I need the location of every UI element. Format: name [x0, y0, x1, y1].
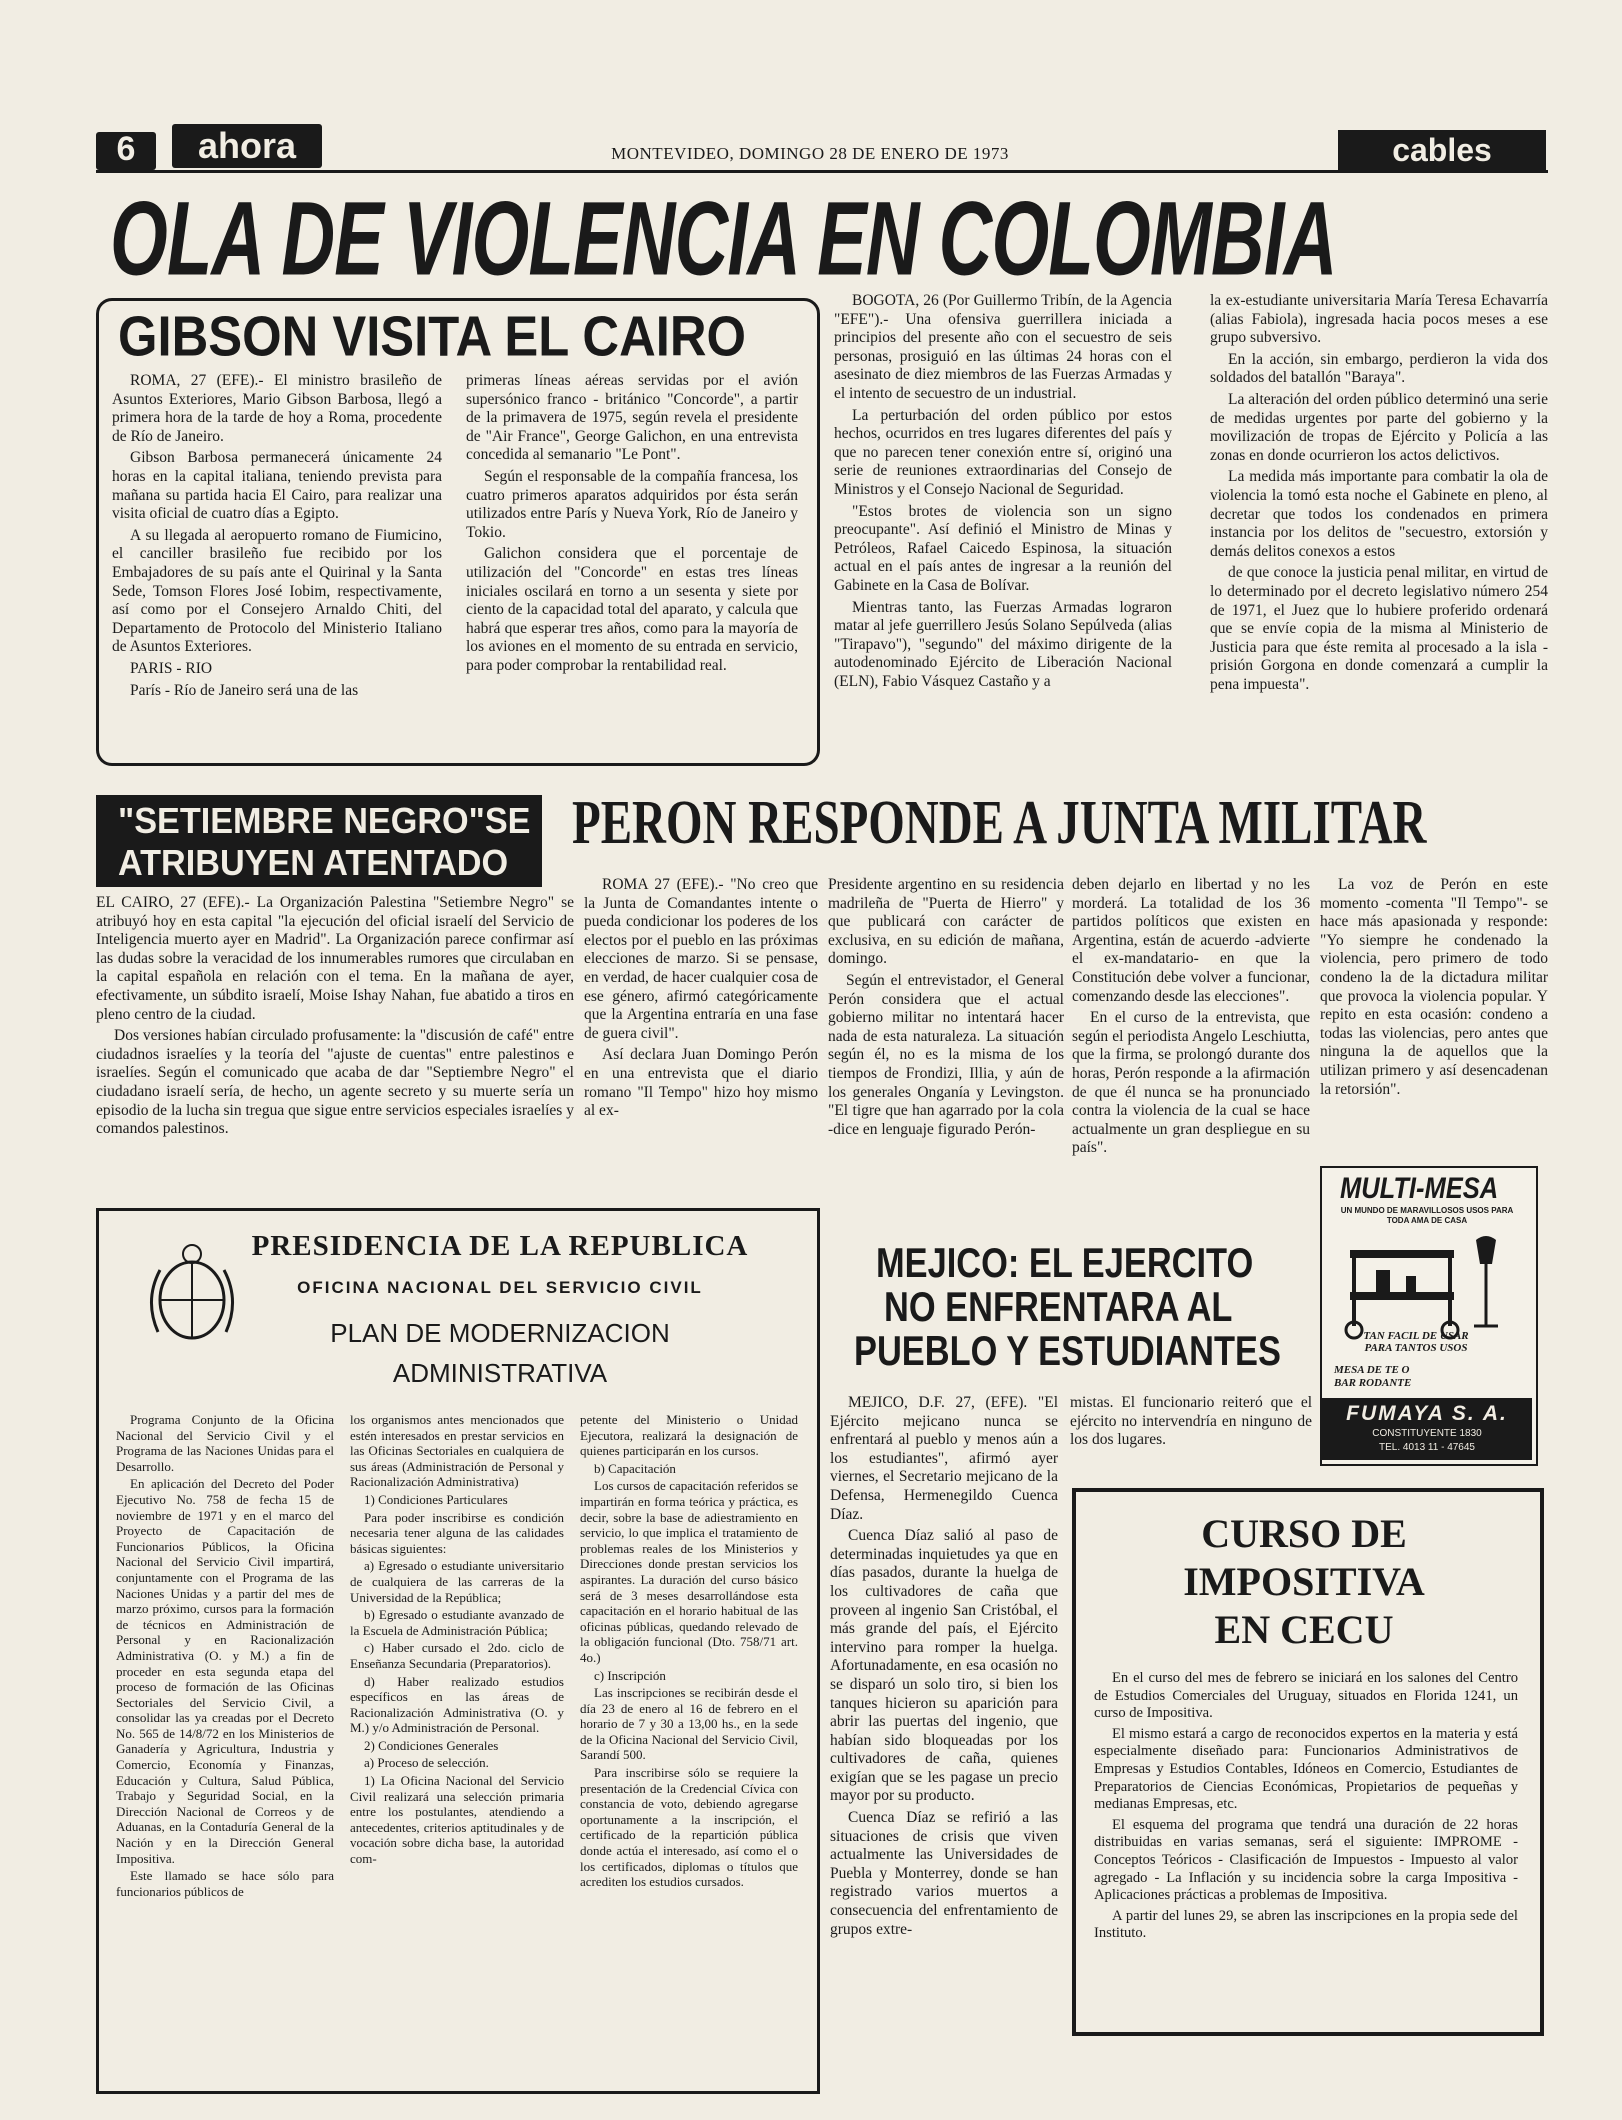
colombia-col-2	[1210, 292, 1548, 788]
presidencia-title: PRESIDENCIA DE LA REPUBLICA	[251, 1230, 749, 1262]
paragraph: ROMA, 27 (EFE).- El ministro brasileño de Asuntos Exteriores, Mario Gibson Barbosa, llegó a primera hora de la tarde de hoy a Roma, procedente de Río de Janeiro.	[112, 372, 442, 445]
gibson-col-1	[112, 372, 442, 756]
subhead: b) Capacitación	[594, 1460, 676, 1476]
multimesa-tagline: UN MUNDO DE MARAVILLOSOS USOS PARA TODA AMA DE CASA	[1340, 1206, 1514, 1225]
paragraph: "Estos brotes de violencia son un signo preocupante". Así definió el Ministro de Minas y Petróleos, Rafael Caicedo Espinosa, la situación actual en el país antes de ingresar a la reunión del Gabinete en la Casa de Bolívar.	[834, 502, 1172, 594]
paragraph: Las inscripciones se recibirán desde el día 23 de enero al 16 de febrero en el horario de 7 y 30 a 13,00 hs., en la sede de la Oficina Nacional del Servicio Civil, Sarandí 500.	[580, 1685, 798, 1763]
cecu-headline-line3: EN CECU	[1214, 1607, 1394, 1652]
presidencia-col-1	[116, 1412, 334, 2080]
paragraph: Según el entrevistador, el General Perón considera que el actual gobierno militar no intentará hacer nada de esta naturaleza. La situación según él, no es la misma de los tiempos de Frondizi, Illia, y aún de los generales Onganía y Levingston. "El tigre que han agarrado por la cola -dice en lenguaje figurado Perón-	[828, 971, 1064, 1138]
paragraph: b) Egresado o estudiante avanzado de la Escuela de Administración Pública;	[350, 1607, 564, 1638]
dateline: MONTEVIDEO, DOMINGO 28 DE ENERO DE 1973	[611, 144, 1009, 163]
paragraph: Según el responsable de la compañía francesa, los cuatro primeros aparatos adquiridos por ésta serán utilizados entre París y Nueva York, Río de Janeiro y Tokio.	[466, 467, 798, 541]
paragraph: Los cursos de capacitación referidos se impartirán en forma teórica y práctica, es decir, sobre la base de adiestramiento en servicio, lo que implica el tratamiento de problemas reales de los Ministerios y Direcciones donde prestan servicios los aspirantes. La duración del curso básico será de 3 meses desarrollándose esta capacitación en el horario habitual de las oficinas públicas, quedando relevado de la obligación funcional (Dto. 758/71 art. 4o.)	[580, 1478, 798, 1665]
paragraph: El mismo estará a cargo de reconocidos expertos en la materia y está especialmente diseñado para: Funcionarios Administrativos de Empresas y Estudios Contables, Idóneos en Comercio, Estudiantes de Preparatorios de Ciencias Económicas, Propietarios de pequeñas y medianas Empresas, etc.	[1094, 1725, 1518, 1813]
gibson-headline: GIBSON VISITA EL CAIRO	[118, 305, 746, 369]
paragraph: Cuenca Díaz se refirió a las situaciones de crisis que viven actualmente las Universidades de Puebla y Monterrey, donde se han registrado varios muertos a consecuencia del enfrentamiento de grupos extre-	[830, 1809, 1058, 1938]
cecu-headline-line1: CURSO DE	[1201, 1511, 1407, 1556]
mejico-col-1	[830, 1394, 1058, 2084]
plan-title-line2: ADMINISTRATIVA	[392, 1358, 608, 1388]
mejico-col-2	[1070, 1394, 1312, 1474]
paragraph: La alteración del orden público determinó una serie de medidas urgentes por parte del gobierno y la movilización de tropas de Ejército y Policía a las zonas en donde ocurrieron los actos delictivos.	[1210, 390, 1548, 464]
paragraph: El esquema del programa que tendrá una duración de 22 horas distribuidas en varias semanas, será el siguiente: IMPROME - Conceptos Teóricos - Clasificación de Impuestos - Impuesto al valor agregado - La Inflación y su incidencia sobre la carga Impositiva - Aplicaciones prácticas a problemas de Impositiva.	[1094, 1816, 1518, 1904]
setiembre-body	[96, 894, 574, 1194]
paragraph: de que conoce la justicia penal militar, en virtud de lo determinado por el decreto legislativo número 254 de 1971, el Juez que lo hubiere proferido ordenará que se envíe copia de la misma al Ministerio de Justicia para que éste remita al procesado a la isla -prisión Gorgona en donde comenzará a cumplir la pena impuesta".	[1210, 564, 1548, 693]
peron-col-2	[828, 876, 1064, 1194]
paragraph: Presidente argentino en su residencia madrileña de "Puerta de Hierro" y que publicará con carácter de exclusiva, en su edición de mañana, domingo.	[828, 876, 1064, 968]
paragraph: Mientras tanto, las Fuerzas Armadas lograron matar al jefe guerrillero Jesús Solano Sepúlveda (alias "Tirapavo"), "segundo" del máximo dirigente de la autodenominado Ejército de Liberación Nacional (ELN), Fabio Vásquez Castaño y a	[834, 598, 1172, 690]
peron-col-1	[584, 876, 818, 1194]
paragraph: los organismos antes mencionados que estén interesados en prestar servicios en las Oficinas Sectoriales en cualquiera de sus áreas (Administración de Personal y Racionalización Administrativa)	[350, 1412, 564, 1490]
paragraph: petente del Ministerio o Unidad Ejecutora, realizará la designación de quienes participarán en los cursos.	[580, 1412, 798, 1459]
paragraph: Cuenca Díaz salió al paso de determinadas inquietudes ya que en días pasados, durante la huelga de los cultivadores de caña que proveen al ingenio San Cristóbal, el más grande del país, el Ejército intervino para romper la huelga. Afortunadamente, en esa ocasión no se disparó un solo tiro, si bien los tanques hicieron su aparición para abrir las puertas del ingenio, que habían sido bloqueadas por los cultivadores de caña, quienes exigían que se les pagase un precio mayor por su producto.	[830, 1527, 1058, 1805]
tea-cart-icon	[1336, 1230, 1520, 1340]
paragraph: c) Haber cursado el 2do. ciclo de Enseñanza Secundaria (Preparatorios).	[350, 1640, 564, 1671]
paragraph: La voz de Perón en este momento -comenta "Il Tempo"- se hace más apasionada y responde: "Yo siempre he condenado la violencia, pero primero de todo condeno la de la dictadura militar que provoca la violencia popular. Y repito en esta ocasión: condeno a todas las violencias, pero antes que ninguna la de aquellos que la utilizan primero y así desencadenan la retorsión".	[1320, 876, 1548, 1098]
fumaya-phone: TEL. 4013 11 - 47645	[1379, 1442, 1475, 1453]
paragraph: A su llegada al aeropuerto romano de Fiumicino, el canciller brasileño fue recibido por los Embajadores de su país ante el Quirinal y la Santa Sede, Tomson Flores José Iobim, respectivamente, así como por el Consejero Arnaldo Chiti, del Departamento de Protocolo del Ministerio Italiano de Asuntos Exteriores.	[112, 526, 442, 656]
mejico-headline-line2: NO ENFRENTARA AL	[884, 1284, 1233, 1331]
fumaya-company: FUMAYA S. A.	[1346, 1402, 1508, 1425]
paragraph: En el curso del mes de febrero se iniciará en los salones del Centro de Estudios Comerciales del Uruguay, situados en Florida 1241, un curso de Impositiva.	[1094, 1670, 1518, 1722]
subhead: c) Inscripción	[594, 1667, 666, 1683]
paragraph: Programa Conjunto de la Oficina Nacional del Servicio Civil y el Programa de las Naciones Unidas para el Desarrollo.	[116, 1412, 334, 1474]
paragraph: Gibson Barbosa permanecerá únicamente 24 horas en la capital italiana, teniendo prevista para mañana su partida hacia El Cairo, para realizar una visita oficial de cuatro días a Egipto.	[112, 449, 442, 523]
gibson-col-2	[466, 372, 798, 756]
cecu-body	[1094, 1670, 1518, 2020]
paragraph: MEJICO, D.F. 27, (EFE). "El Ejército mejicano nunca se enfrentará al pueblo y menos aún a los estudiantes", afirmó ayer viernes, el Secretario mejicano de la Defensa, Hermenegildo Cuenca Díaz.	[830, 1394, 1058, 1523]
section-label: cables	[1338, 130, 1546, 170]
paragraph: París - Río de Janeiro será una de las	[130, 681, 359, 699]
paragraph: En aplicación del Decreto del Poder Ejecutivo No. 758 de fecha 15 de noviembre de 1971 y en el marco del Proyecto de Capacitación de Funcionarios Públicos, la Oficina Nacional del Servicio Civil impartirá, conjuntamente con el Programa de las Naciones Unidas y a partir del mes de marzo próximo, cursos para la formación de técnicos en Administración de Personal y en Racionalización Administrativa (O. y M.) a fin de proceder en esta segunda etapa del proceso de formación de las Oficinas Sectoriales del Servicio Civil, a consolidar las ya creadas por el Decreto No. 565 de 14/8/72 en los Ministerios de Ganadería y Agricultura, Industria y Comercio, Economía y Finanzas, Educación y Cultura, Salud Pública, Trabajo y Seguridad Social, en la Dirección Nacional de Correos y de Aduanas, en la Contaduría General de la Nación y en la Dirección General Impositiva.	[116, 1476, 334, 1866]
paragraph: A partir del lunes 29, se abren las inscripciones en la propia sede del Instituto.	[1094, 1907, 1518, 1942]
colombia-col-1	[834, 292, 1172, 788]
paragraph: Para inscribirse sólo se requiere la presentación de la Credencial Cívica con constancia de voto, debiendo agregarse oportunamente a la inscripción, el certificado de la repartición pública donde actúa el interesado, así como el o los certificados, diplomas o títulos que acrediten los estudios cursados.	[580, 1765, 798, 1890]
multimesa-script-2: MESA DE TE O BAR RODANTE	[1334, 1364, 1412, 1389]
paragraph: La medida más importante para combatir la ola de violencia la tomó esta noche el Gabinete en pleno, al decretar que todos los condenados en primera instancia por los delitos de "secuestro, extorsión y demás delitos conexos a estos	[1210, 468, 1548, 560]
peron-headline: PERON RESPONDE A JUNTA MILITAR	[572, 787, 1427, 858]
paragraph: En la acción, sin embargo, perdieron la vida dos soldados del batallón "Baraya".	[1210, 350, 1548, 387]
paragraph: mistas. El funcionario reiteró que el ejército no intervendría en ninguno de los dos lugares.	[1070, 1394, 1312, 1449]
paragraph: a) Egresado o estudiante universitario de cualquiera de las carreras de la Universidad de la República;	[350, 1558, 564, 1605]
setiembre-headline-line1: "SETIEMBRE NEGRO"SE	[118, 800, 531, 841]
paragraph: Galichon considera que el porcentaje de utilización del "Concorde" en estas tres líneas iniciales oscilará en torno a un sesenta y siete por ciento de la capacidad total del aparato, y calcula que habrá que esperar tres años, como para la mayoría de los aviones en el momento de su entrada en servicio, para poder comprobar la rentabilidad real.	[466, 545, 798, 674]
subhead: 1) Condiciones Particulares	[364, 1491, 508, 1507]
logo: ahora	[172, 124, 322, 168]
page-number: 6	[116, 130, 136, 168]
header-rule	[96, 170, 1548, 173]
paragraph: En el curso de la entrevista, que según el periodista Angelo Leschiutta, que la firma, se prolongó durante dos horas, Perón responde a la afirmación de que él nunca se ha pronunciado contra la violencia de la cual se hace actualmente un gran despliegue en su país".	[1072, 1009, 1310, 1157]
paragraph: Dos versiones habían circulado profusamente: la "discusión de café" entre ciudadnos israelíes y la teoría del "ajuste de cuentas" entre palestinos e israelíes. Según el comunicado que acaba de dar "Septiembre Negro" el ciudadano israelí sería, de hecho, un agente secreto y su muerte sería un episodio de la lucha sin tregua que sigue entre servicios especiales israelíes y comandos palestinos.	[96, 1027, 574, 1138]
paragraph: primeras líneas aéreas servidas por el avión supersónico franco - británico "Concorde", a partir de la primavera de 1975, según revela el presidente de "Air France", George Galichon, en una entrevista concedida al semanario "Le Pont".	[466, 372, 798, 464]
mejico-headline-line3: PUEBLO Y ESTUDIANTES	[854, 1328, 1281, 1375]
subhead: PARIS - RIO	[130, 659, 213, 677]
subhead: 2) Condiciones Generales	[364, 1737, 499, 1753]
multimesa-script-1: TAN FACIL DE USAR PARA TANTOS USOS	[1363, 1330, 1469, 1354]
paragraph: BOGOTA, 26 (Por Guillermo Tribín, de la Agencia "EFE").- Una ofensiva guerrillera iniciada a principios del presente año con el secuestro de seis personas, prosiguió en las últimas 24 horas con el asesinato de diez miembros de las Fuerzas Armadas y el intento de secuestro de un industrial.	[834, 292, 1172, 402]
paragraph: Así declara Juan Domingo Perón en una entrevista que el diario romano "Il Tempo" hizo hoy mismo al ex-	[584, 1046, 818, 1120]
paragraph: la ex-estudiante universitaria María Teresa Echavarría (alias Fabiola), ingresada hacia pocos meses a ese grupo subversivo.	[1210, 292, 1548, 347]
main-headline: OLA DE VIOLENCIA EN COLOMBIA	[110, 179, 1337, 297]
paragraph: 1) La Oficina Nacional del Servicio Civil realizará una selección primaria entre los postulantes, atendiendo a antecedentes, criterios aptitudinales y de vocación sobre dicha base, la autoridad com-	[350, 1773, 564, 1867]
presidencia-subtitle: OFICINA NACIONAL DEL SERVICIO CIVIL	[297, 1278, 703, 1297]
paragraph: d) Haber realizado estudios específicos en las áreas de Racionalización Administrativa (O. y M.) y/o Administración de Personal.	[350, 1673, 564, 1736]
paragraph: La perturbación del orden público por estos hechos, ocurridos en tres lugares diferentes del país y que no parecen tener conexión entre sí, originó una serie de reuniones extraordinarias del Consejo de Ministros y el Consejo Nacional de Seguridad.	[834, 406, 1172, 498]
mejico-headline-line1: MEJICO: EL EJERCITO	[876, 1240, 1254, 1287]
multimesa-brand: MULTI-MESA	[1340, 1172, 1499, 1205]
paragraph: ROMA 27 (EFE).- "No creo que la Junta de Comandantes intente o pueda condicionar los poderes de los electos por el pueblo en las próximas elecciones de marzo. Si se pensase, en verdad, de hacer cualquier cosa de ese género, afirmó categóricamente que la Argentina entraría en una fase de guera civil".	[584, 876, 818, 1042]
paragraph: EL CAIRO, 27 (EFE).- La Organización Palestina "Setiembre Negro" se atribuyó hoy en esta capital "la ejecución del oficial israelí del Servicio de Inteligencia muerto ayer en Madrid". La Organización parece confirmar así las dudas sobre la veracidad de los innumerables rumores que circulaban en la capital española en relación con el tema. En la mañana de ayer, efectivamente, un súbdito israelí, Moise Ishay Nahan, fue abatido a tiros en pleno centro de la ciudad.	[96, 894, 574, 1023]
paragraph: Para poder inscribirse es condición necesaria tener alguna de las calidades básicas siguientes:	[350, 1509, 564, 1556]
cecu-headline-line2: IMPOSITIVA	[1183, 1559, 1425, 1604]
paragraph: Este llamado se hace sólo para funcionarios públicos de	[116, 1868, 334, 1899]
plan-title-line1: PLAN DE MODERNIZACION	[330, 1318, 670, 1348]
paragraph: a) Proceso de selección.	[364, 1755, 489, 1771]
peron-col-3	[1072, 876, 1310, 1194]
fumaya-address: CONSTITUYENTE 1830	[1372, 1428, 1482, 1439]
paragraph: deben dejarlo en libertad y no les morderá. La totalidad de los 36 partidos políticos que existen en Argentina, están de acuerdo -advierte el ex-mandatario- en que la Constitución debe volver a funcionar, comenzando desde las elecciones".	[1072, 876, 1310, 1005]
peron-col-4	[1320, 876, 1548, 1158]
setiembre-headline-line2: ATRIBUYEN ATENTADO	[118, 842, 509, 883]
presidencia-col-2	[350, 1412, 564, 2080]
presidencia-col-3	[580, 1412, 798, 2080]
